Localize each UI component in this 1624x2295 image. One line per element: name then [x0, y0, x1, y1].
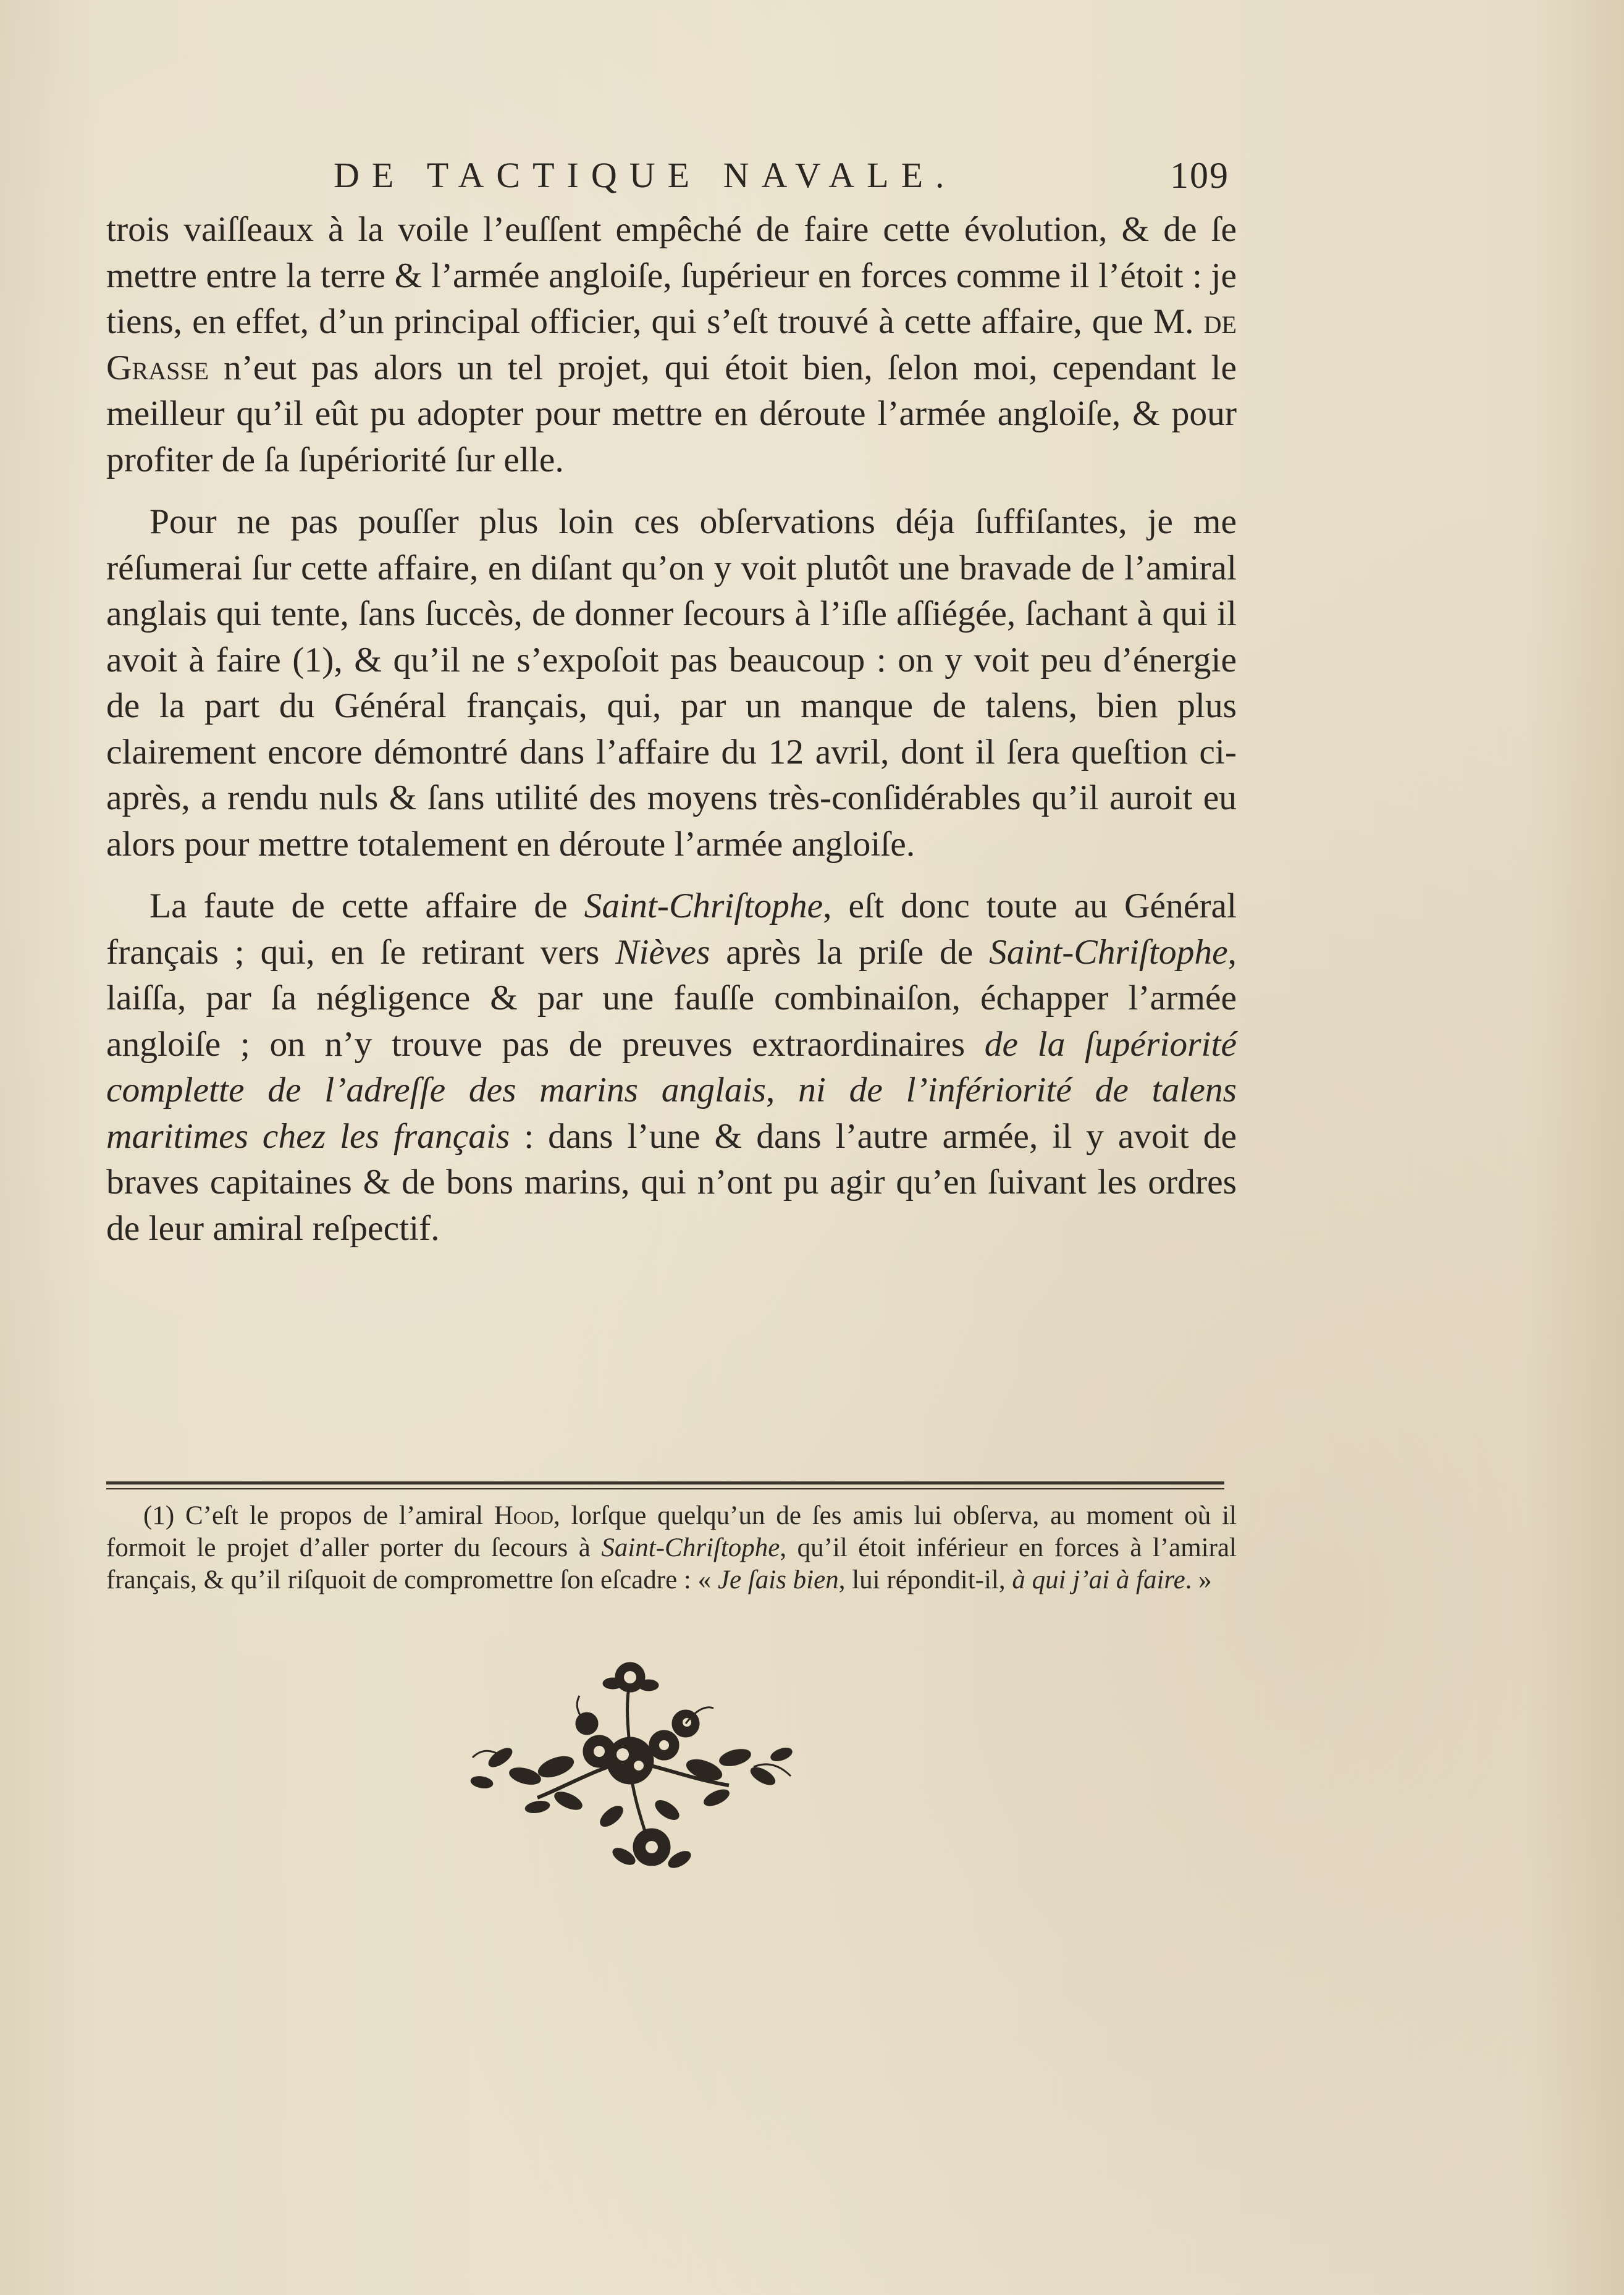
text-segment: Hood: [494, 1501, 553, 1530]
text-segment: , qu’il étoit inférieur en forces à l’amiral français, & qu’il riſquoit de compromettre ſon eſcadre : «: [106, 1533, 1237, 1594]
text-segment: Nièves: [615, 932, 710, 972]
footnote-separator-rule: [106, 1481, 1224, 1489]
text-segment: ,: [766, 1071, 799, 1110]
text-segment: , lui répondit-il,: [838, 1565, 1012, 1594]
paragraph-2: [106, 499, 1237, 867]
text-segment: . »: [1185, 1565, 1212, 1594]
text-segment: La faute de cette affaire de: [149, 886, 584, 925]
text-segment: ni de l’infériorité de talens maritimes chez les français: [106, 1071, 1237, 1156]
text-segment: , lorſque quelqu’un de ſes amis lui obſerva, au moment où il formoit le projet d’aller porter du ſecours à: [106, 1501, 1237, 1562]
text-segment: , laiſſa, par ſa négligence & par une fauſſe combinaiſon, échapper l’armée angloiſe ; on n’y trouve pas de preuves extraordinaires: [106, 932, 1237, 1064]
paragraph-1: [106, 207, 1237, 483]
text-segment: n’eut pas alors un tel projet, qui étoit bien, ſelon moi, cependant le meilleur qu’il eût pu adopter pour mettre en déroute l’armée angloiſe, & pour profiter de ſa ſupériorité ſur elle.: [106, 348, 1237, 479]
floral-ornament-svg: [445, 1643, 815, 1890]
text-segment: Saint-Chriſtophe: [584, 886, 823, 925]
text-segment: trois vaiſſeaux à la voile l’euſſent empêché de faire cette évolution, & de ſe mettre entre la terre & l’armée angloiſe, ſupérieur en forces comme il l’étoit : je tiens, en effet, d’un principal officier, qui s’eſt trouvé à cette affaire, que M.: [106, 210, 1237, 341]
text-segment: Saint-Chriſtophe: [989, 932, 1228, 972]
text-segment: Saint-Chriſtophe: [601, 1533, 780, 1562]
text-segment: : dans l’une & dans l’autre armée, il y avoit de braves capitaines & de bons marins, qui n’ont pu agir qu’en ſuivant les ordres de leur amiral reſpectif.: [106, 1116, 1237, 1248]
paragraph-3: [106, 883, 1237, 1252]
main-text: [106, 207, 1237, 1252]
running-head: DE TACTIQUE NAVALE.: [334, 155, 957, 195]
text-segment: (1) C’eſt le propos de l’amiral: [143, 1501, 494, 1530]
footnote: [106, 1500, 1237, 1596]
text-segment: à qui j’ai à faire: [1012, 1565, 1185, 1594]
page-number: 109: [1170, 155, 1229, 196]
text-segment: de la ſupériorité complette de l’adreſſe des marins anglais: [106, 1024, 1237, 1110]
text-segment: , eſt donc toute au Général français ; qui, en ſe retirant vers: [106, 886, 1237, 972]
text-segment: Pour ne pas pouſſer plus loin ces obſervations déja ſuffiſantes, je me réſumerai ſur cette affaire, en diſant qu’on y voit plutôt une bravade de l’amiral anglais qui tente, ſans ſuccès, de donner ſecours à l’iſle aſſiégée, ſachant à qui il avoit à faire (1), & qu’il ne s’expoſoit pas beaucoup : on y voit peu d’énergie de la part du Général français, qui, par un manque de talens, bien plus clairement encore démontré dans l’affaire du 12 avril, dont il ſera queſtion ci-après, a rendu nuls & ſans utilité des moyens très-conſidérables qu’il auroit eu alors pour mettre totalement en déroute l’armée angloiſe.: [106, 502, 1237, 864]
text-segment: après la priſe de: [710, 932, 990, 972]
text-segment: de Grasse: [106, 302, 1237, 387]
floral-ornament-icon: [445, 1643, 815, 1890]
page-header: [334, 154, 1229, 204]
text-segment: Je ſais bien: [717, 1565, 839, 1594]
